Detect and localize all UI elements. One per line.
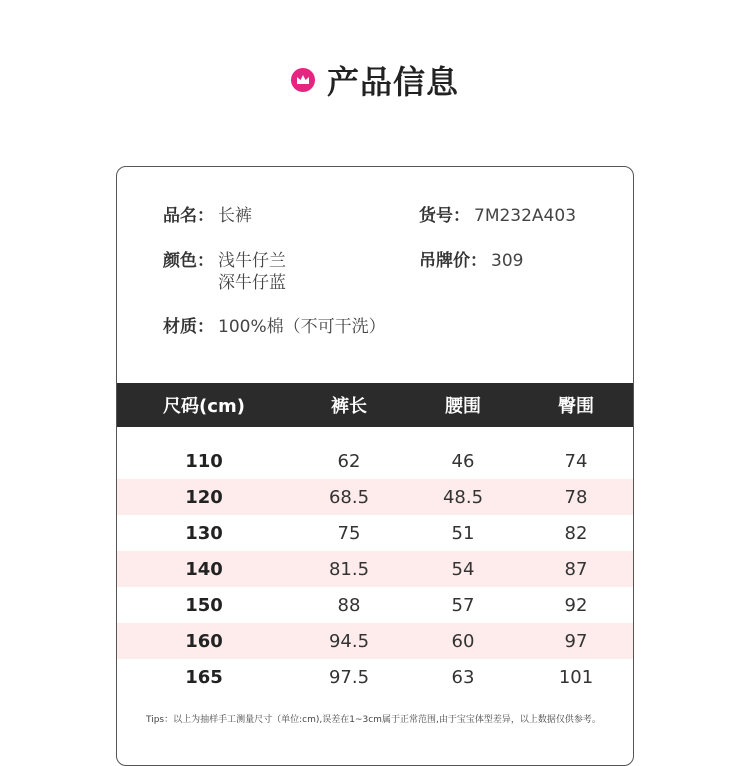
crown-glyph: [296, 74, 310, 86]
size-cell: 120: [185, 486, 223, 508]
table-row: [117, 479, 633, 515]
info-price-row: [419, 250, 523, 272]
length-cell: 94.5: [328, 630, 370, 652]
size-cell: 165: [185, 666, 223, 688]
hip-cell: 78: [564, 486, 588, 508]
price-label: 吊牌价：: [419, 251, 487, 271]
hip-cell: 101: [558, 666, 594, 688]
page-title: 产品信息: [326, 63, 459, 101]
size-table-body: [117, 443, 633, 695]
length-cell: 97.5: [328, 666, 370, 688]
page-header: [0, 58, 750, 102]
column-header-hip: 臀围: [558, 396, 594, 417]
item-no-label: 货号：: [419, 206, 470, 226]
table-row: [117, 659, 633, 695]
size-cell: 110: [185, 450, 223, 472]
info-material-row: [163, 316, 386, 338]
table-row: [117, 623, 633, 659]
size-cell: 150: [185, 594, 223, 616]
length-cell: 75: [337, 522, 361, 544]
size-cell: 160: [185, 630, 223, 652]
info-item-no-row: [419, 205, 576, 227]
size-cell: 130: [185, 522, 223, 544]
waist-cell: 46: [451, 450, 475, 472]
product-info-card: [116, 166, 634, 766]
crown-icon: [291, 68, 315, 92]
waist-cell: 60: [451, 630, 475, 652]
info-name-row: [163, 205, 252, 227]
color-value-2: 深牛仔蓝: [218, 273, 286, 293]
column-header-length: 裤长: [331, 396, 367, 417]
hip-cell: 82: [564, 522, 588, 544]
waist-cell: 51: [451, 522, 475, 544]
length-cell: 88: [337, 594, 361, 616]
material-value: 100%棉（不可干洗）: [218, 317, 386, 337]
measurement-tips: Tips：以上为抽样手工测量尺寸（单位:cm),误差在1~3cm属于正常范围,由于宝宝体型差异，以上数据仅供参考。: [146, 715, 601, 725]
name-value: 长裤: [218, 206, 252, 226]
material-label: 材质：: [163, 317, 214, 337]
waist-cell: 54: [451, 558, 475, 580]
column-header-size: 尺码(cm): [163, 396, 245, 417]
info-color-row: [163, 250, 286, 294]
length-cell: 68.5: [328, 486, 370, 508]
size-cell: 140: [185, 558, 223, 580]
waist-cell: 57: [451, 594, 475, 616]
hip-cell: 74: [564, 450, 588, 472]
item-no-value: 7M232A403: [474, 206, 577, 226]
hip-cell: 87: [564, 558, 588, 580]
price-value: 309: [491, 251, 524, 271]
column-header-waist: 腰围: [445, 396, 481, 417]
name-label: 品名：: [163, 206, 214, 226]
color-label: 颜色：: [163, 251, 214, 271]
color-value-1: 浅牛仔兰: [218, 251, 286, 271]
waist-cell: 63: [451, 666, 475, 688]
hip-cell: 97: [564, 630, 588, 652]
table-row: [117, 587, 633, 623]
length-cell: 81.5: [328, 558, 370, 580]
length-cell: 62: [337, 450, 361, 472]
color-values: [218, 250, 286, 294]
size-table-header: [117, 383, 633, 427]
table-row: [117, 443, 633, 479]
table-row: [117, 515, 633, 551]
waist-cell: 48.5: [442, 486, 484, 508]
hip-cell: 92: [564, 594, 588, 616]
table-row: [117, 551, 633, 587]
